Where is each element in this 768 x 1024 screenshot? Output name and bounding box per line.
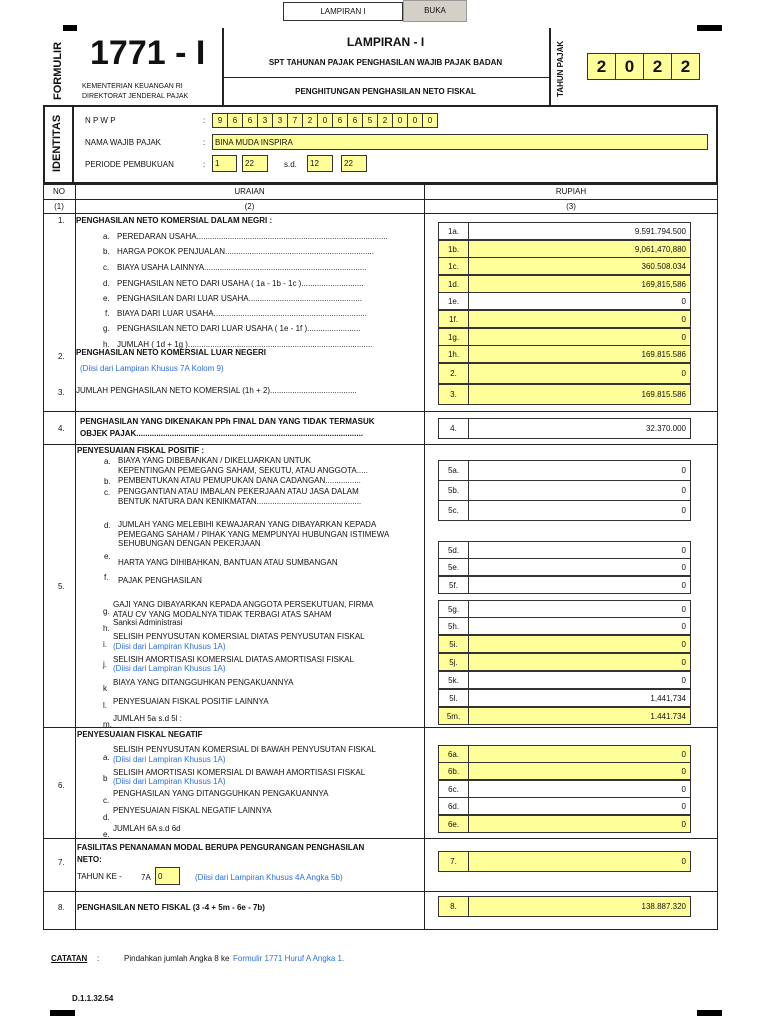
row-value[interactable]: 0 — [681, 857, 686, 866]
tahun-ke-input[interactable]: 0 — [155, 867, 180, 885]
year-digit: 2 — [643, 53, 672, 80]
row-value[interactable]: 0 — [681, 332, 686, 342]
periode-start-month-input[interactable]: 1 — [212, 155, 237, 172]
periode-start-year-input[interactable]: 22 — [242, 155, 268, 172]
value-row-3[interactable] — [438, 384, 691, 405]
value-row-6e[interactable] — [438, 815, 691, 833]
row-code: 6a. — [439, 746, 469, 762]
section-number: 6. — [58, 781, 65, 790]
value-row-1f[interactable] — [438, 310, 691, 328]
col-uraian-header: URAIAN — [234, 187, 265, 196]
item-letter: g. — [103, 607, 110, 616]
periode-end-month-input[interactable]: 12 — [307, 155, 333, 172]
value-row-5m[interactable] — [438, 707, 691, 725]
col-3: (3) — [566, 202, 576, 211]
npwp-label: N P W P — [85, 116, 116, 125]
row-value[interactable]: 1,441,734 — [650, 693, 686, 703]
row-value[interactable]: 0 — [681, 766, 686, 776]
row-code: 6c. — [439, 781, 469, 797]
item-letter: e. — [103, 830, 110, 839]
section-7-line2: NETO: — [77, 855, 102, 864]
row-code: 1d. — [439, 276, 469, 292]
item-label: PENGHASILAN DARI LUAR USAHA................................................... — [117, 294, 362, 303]
item-label: JUMLAH YANG MELEBIHI KEWAJARAN YANG DIBAYARKAN KEPADA — [118, 520, 377, 529]
value-row-6c[interactable] — [438, 780, 691, 798]
row-code: 1a. — [439, 223, 469, 239]
value-row-1e[interactable] — [438, 292, 691, 310]
item-letter: e. — [103, 294, 110, 303]
colon: : — [203, 116, 206, 125]
form-title: LAMPIRAN - I — [346, 35, 425, 49]
registration-mark — [697, 1010, 722, 1016]
item-letter: b. — [103, 247, 110, 256]
value-row-5a[interactable] — [438, 460, 691, 481]
section-1-title: PENGHASILAN NETO KOMERSIAL DALAM NEGRI : — [76, 216, 273, 225]
npwp-digit: 6 — [332, 113, 348, 128]
formulir-label: FORMULIR — [52, 41, 64, 100]
section-4-line1: PENGHASILAN YANG DIKENAKAN PPh FINAL DAN YANG TIDAK TERMASUK — [80, 417, 375, 426]
value-row-6a[interactable] — [438, 745, 691, 763]
value-row-5d[interactable] — [438, 541, 691, 559]
section-3-title: JUMLAH PENGHASILAN NETO KOMERSIAL (1h + 2)....................................... — [76, 386, 357, 395]
item-label: HARGA POKOK PENJUALAN................................................................... — [117, 247, 374, 256]
col-no-header: NO — [53, 187, 65, 196]
catatan-text: Pindahkan jumlah Angka 8 ke — [124, 954, 230, 963]
value-row-5c[interactable] — [438, 500, 691, 521]
value-row-1g[interactable] — [438, 328, 691, 346]
row-value[interactable]: 0 — [681, 562, 686, 572]
form-code: D.1.1.32.54 — [72, 994, 114, 1003]
item-note: (Diisi dari Lampiran Khusus 1A) — [113, 664, 226, 673]
value-row-1h[interactable] — [438, 345, 691, 363]
npwp-digit: 3 — [272, 113, 288, 128]
item-letter: d. — [103, 813, 110, 822]
row-code: 7. — [439, 852, 469, 871]
item-note: (Diisi dari Lampiran Khusus 1A) — [113, 755, 226, 764]
npwp-digit: 9 — [212, 113, 228, 128]
section-title: PENGHITUNGAN PENGHASILAN NETO FISKAL — [295, 87, 476, 96]
periode-label: PERIODE PEMBUKUAN — [85, 160, 174, 169]
item-label: JUMLAH ( 1d + 1g )................................................................................... — [117, 340, 373, 349]
section-number: 5. — [58, 582, 65, 591]
item-note: (Diisi dari Lampiran Khusus 1A) — [113, 642, 226, 651]
value-row-7[interactable] — [438, 851, 691, 872]
row-value[interactable]: 169,815,586 — [641, 279, 686, 289]
value-row-6d[interactable] — [438, 797, 691, 815]
row-code: 5d. — [439, 542, 469, 558]
value-row-6b[interactable] — [438, 762, 691, 780]
npwp-field[interactable] — [212, 113, 437, 128]
value-row-5j[interactable] — [438, 653, 691, 671]
value-row-5e[interactable] — [438, 558, 691, 576]
item-label: BIAYA DARI LUAR USAHA..................................................................... — [117, 309, 367, 318]
row-value[interactable]: 0 — [681, 296, 686, 306]
item-label: BIAYA YANG DITANGGUHKAN PENGAKUANNYA — [113, 678, 294, 687]
row-value[interactable]: 0 — [681, 675, 686, 685]
row-code: 8. — [439, 897, 469, 916]
buka-button[interactable]: BUKA — [403, 0, 467, 22]
item-letter: b. — [104, 477, 111, 486]
value-row-5g[interactable] — [438, 600, 691, 618]
row-code: 6b. — [439, 763, 469, 779]
item-label: SELISIH AMORTISASI KOMERSIAL DIATAS AMORTISASI FISKAL — [113, 655, 354, 664]
tahun-ke-code: 7A — [141, 873, 151, 882]
item-label: KEPENTINGAN PEMEGANG SAHAM, SEKUTU, ATAU ANGGOTA..... — [118, 466, 368, 475]
row-code: 1b. — [439, 241, 469, 257]
row-value[interactable]: 32.370.000 — [645, 424, 686, 433]
row-code: 5c. — [439, 501, 469, 520]
item-label: JUMLAH 6A s.d 6d — [113, 824, 181, 833]
item-label: BIAYA YANG DIBEBANKAN / DIKELUARKAN UNTUK — [118, 456, 311, 465]
tahun-pajak-label: TAHUN PAJAK — [556, 40, 565, 97]
periode-end-year-input[interactable]: 22 — [341, 155, 367, 172]
row-code: 5f. — [439, 577, 469, 593]
npwp-digit: 2 — [377, 113, 393, 128]
row-value[interactable]: 0 — [681, 506, 686, 515]
ministry-line1: KEMENTERIAN KEUANGAN RI — [82, 83, 183, 90]
item-letter: e. — [104, 552, 111, 561]
section-5-title: PENYESUAIAN FISKAL POSITIF : — [77, 446, 204, 455]
item-letter: a. — [103, 753, 110, 762]
nama-wajib-pajak-input[interactable]: BINA MUDA INSPIRA — [212, 134, 708, 150]
npwp-digit: 0 — [407, 113, 423, 128]
row-code: 1c. — [439, 258, 469, 274]
row-value[interactable]: 0 — [681, 784, 686, 794]
item-letter: c. — [104, 488, 111, 497]
item-label: GAJI YANG DIBAYARKAN KEPADA ANGGOTA PERSEKUTUAN, FIRMA — [113, 600, 374, 609]
row-code: 1e. — [439, 293, 469, 309]
section-number: 3. — [58, 388, 65, 397]
item-label: Sanksi Administrasi — [113, 618, 183, 627]
item-letter: k — [103, 684, 107, 693]
year-digit: 0 — [615, 53, 644, 80]
section-7-note: (Diisi dari Lampiran Khusus 4A Angka 5b) — [195, 873, 343, 882]
row-value[interactable]: 0 — [681, 621, 686, 631]
row-code: 5g. — [439, 601, 469, 617]
registration-mark — [50, 1010, 75, 1016]
row-value[interactable]: 1.441.734 — [650, 711, 686, 721]
row-value[interactable]: 0 — [681, 486, 686, 495]
year-digit: 2 — [671, 53, 700, 80]
npwp-digit: 3 — [257, 113, 273, 128]
section-number: 2. — [58, 352, 65, 361]
item-label: PAJAK PENGHASILAN — [118, 576, 202, 585]
item-label: PENGGANTIAN ATAU IMBALAN PEKERJAAN ATAU JASA DALAM — [118, 487, 359, 496]
row-code: 3. — [439, 385, 469, 404]
npwp-digit: 2 — [302, 113, 318, 128]
item-label: BIAYA USAHA LAINNYA......................................................................... — [117, 263, 367, 272]
row-value[interactable]: 0 — [681, 639, 686, 649]
year-digit: 2 — [587, 53, 616, 80]
item-label: PENYESUAIAN FISKAL NEGATIF LAINNYA — [113, 806, 272, 815]
value-row-1b[interactable] — [438, 240, 691, 258]
item-label: PEMEGANG SAHAM / PIHAK YANG MEMPUNYAI HUBUNGAN ISTIMEWA — [118, 530, 390, 539]
colon: : — [203, 138, 206, 147]
row-value[interactable]: 0 — [681, 749, 686, 759]
item-label: SELISIH AMORTISASI KOMERSIAL DI BAWAH AMORTISASI FISKAL — [113, 768, 366, 777]
row-code: 5i. — [439, 636, 469, 652]
row-code: 5a. — [439, 461, 469, 480]
row-code: 5b. — [439, 481, 469, 500]
item-label: PENGHASILAN NETO DARI LUAR USAHA ( 1e - 1f )........................ — [117, 324, 361, 333]
item-letter: f. — [105, 309, 110, 318]
item-letter: c. — [103, 796, 110, 805]
item-letter: b — [103, 774, 108, 783]
npwp-digit: 7 — [287, 113, 303, 128]
item-letter: f. — [104, 573, 109, 582]
row-code: 2. — [439, 364, 469, 383]
item-letter: g. — [103, 324, 110, 333]
row-code: 4. — [439, 419, 469, 438]
value-row-8[interactable] — [438, 896, 691, 917]
section-2-note: (Diisi dari Lampiran Khusus 7A Kolom 9) — [80, 364, 224, 373]
row-code: 6e. — [439, 816, 469, 832]
item-note: (Diisi dari Lampiran Khusus 1A) — [113, 777, 226, 786]
row-code: 1f. — [439, 311, 469, 327]
item-letter: j. — [103, 660, 107, 669]
lampiran-field[interactable]: LAMPIRAN I — [283, 2, 403, 21]
npwp-digit: 0 — [422, 113, 438, 128]
npwp-digit: 5 — [362, 113, 378, 128]
nama-label: NAMA WAJIB PAJAK — [85, 138, 162, 147]
colon: : — [203, 160, 206, 169]
row-value[interactable]: 0 — [681, 819, 686, 829]
row-code: 6d. — [439, 798, 469, 814]
registration-mark — [697, 25, 722, 31]
tahun-ke-label: TAHUN KE - — [77, 872, 122, 881]
section-number: 1. — [58, 216, 65, 225]
catatan-colon: : — [97, 954, 100, 963]
item-label: HARTA YANG DIHIBAHKAN, BANTUAN ATAU SUMBANGAN — [118, 558, 338, 567]
item-letter: h. — [103, 624, 110, 633]
section-number: 7. — [58, 858, 65, 867]
col-rupiah-header: RUPIAH — [555, 187, 587, 196]
row-code: 5e. — [439, 559, 469, 575]
section-2-title: PENGHASILAN NETO KOMERSIAL LUAR NEGERI — [76, 348, 266, 357]
value-row-4[interactable] — [438, 418, 691, 439]
item-letter: i. — [103, 640, 107, 649]
item-label: SEHUBUNGAN DENGAN PEKERJAAN — [118, 539, 261, 548]
row-value[interactable]: 0 — [681, 369, 686, 378]
item-label: ATAU CV YANG MODALNYA TIDAK TERBAGI ATAS SAHAM — [113, 610, 332, 619]
item-label: JUMLAH 5a s.d 5l : — [113, 714, 182, 723]
row-value[interactable]: 0 — [681, 314, 686, 324]
item-letter: d. — [104, 521, 111, 530]
tahun-pajak-field[interactable] — [587, 53, 699, 80]
value-row-5f[interactable] — [438, 576, 691, 594]
row-value[interactable]: 0 — [681, 657, 686, 667]
npwp-digit: 6 — [227, 113, 243, 128]
ministry-line2: DIREKTORAT JENDERAL PAJAK — [82, 93, 189, 100]
item-label: PEREDARAN USAHA...................................................................................... — [117, 232, 388, 241]
row-code: 5k. — [439, 672, 469, 688]
npwp-digit: 0 — [317, 113, 333, 128]
registration-mark — [63, 25, 77, 31]
item-label: SELISIH PENYUSUTAN KOMERSIAL DIATAS PENYUSUTAN FISKAL — [113, 632, 365, 641]
row-code: 1h. — [439, 346, 469, 362]
npwp-digit: 6 — [347, 113, 363, 128]
value-row-5h[interactable] — [438, 617, 691, 635]
form-subtitle: SPT TAHUNAN PAJAK PENGHASILAN WAJIB PAJAK BADAN — [268, 58, 503, 67]
catatan-link[interactable]: Formulir 1771 Huruf A Angka 1. — [233, 954, 345, 963]
item-letter: l. — [103, 701, 107, 710]
form-number: 1771 - I — [90, 34, 206, 72]
item-letter: d. — [103, 279, 110, 288]
section-8-title: PENGHASILAN NETO FISKAL (3 -4 + 5m - 6e - 7b) — [77, 903, 265, 912]
item-label: PENGHASILAN NETO DARI USAHA ( 1a - 1b - 1c )............................ — [117, 279, 364, 288]
row-value[interactable]: 9,061,470,880 — [634, 244, 686, 254]
row-value[interactable]: 0 — [681, 580, 686, 590]
item-label: PEMBENTUKAN ATAU PEMUPUKAN DANA CADANGAN................ — [118, 476, 361, 485]
row-value[interactable]: 169.815.586 — [641, 390, 686, 399]
value-row-1c[interactable] — [438, 257, 691, 275]
row-code: 5j. — [439, 654, 469, 670]
value-row-5l[interactable] — [438, 689, 691, 707]
item-letter: a. — [104, 457, 111, 466]
row-code: 5h. — [439, 618, 469, 634]
section-number: 8. — [58, 903, 65, 912]
value-row-5k[interactable] — [438, 671, 691, 689]
row-value[interactable]: 360.508.034 — [641, 261, 686, 271]
item-label: PENGHASILAN YANG DITANGGUHKAN PENGAKUANNYA — [113, 789, 329, 798]
row-value[interactable]: 138.887.320 — [641, 902, 686, 911]
npwp-digit: 0 — [392, 113, 408, 128]
item-letter: a. — [103, 232, 110, 241]
sd-label: s.d. — [284, 160, 297, 169]
row-value[interactable]: 0 — [681, 545, 686, 555]
item-label: SELISIH PENYUSUTAN KOMERSIAL DI BAWAH PENYUSUTAN FISKAL — [113, 745, 376, 754]
value-row-1a[interactable] — [438, 222, 691, 240]
col-1: (1) — [54, 202, 64, 211]
row-value[interactable]: 9.591.794.500 — [634, 226, 686, 236]
section-7-line1: FASILITAS PENANAMAN MODAL BERUPA PENGURANGAN PENGHASILAN — [77, 843, 365, 852]
row-code: 5m. — [439, 708, 469, 724]
value-row-1d[interactable] — [438, 275, 691, 293]
value-row-5b[interactable] — [438, 480, 691, 501]
item-label: PENYESUAIAN FISKAL POSITIF LAINNYA — [113, 697, 269, 706]
value-row-2[interactable] — [438, 363, 691, 384]
npwp-digit: 6 — [242, 113, 258, 128]
item-letter: c. — [103, 263, 110, 272]
section-4-line2: OBJEK PAJAK...................................................................................................... — [80, 429, 364, 438]
catatan-label: CATATAN — [51, 954, 88, 963]
row-value[interactable]: 169.815.586 — [641, 349, 686, 359]
row-value[interactable]: 0 — [681, 801, 686, 811]
identitas-label: IDENTITAS — [51, 114, 63, 172]
row-code: 5l. — [439, 690, 469, 706]
row-value[interactable]: 0 — [681, 466, 686, 475]
row-value[interactable]: 0 — [681, 604, 686, 614]
item-letter: m. — [103, 720, 112, 729]
row-code: 1g. — [439, 329, 469, 345]
section-6-title: PENYESUAIAN FISKAL NEGATIF — [77, 730, 203, 739]
item-label: BENTUK NATURA DAN KENIKMATAN............................................... — [118, 497, 362, 506]
value-row-5i[interactable] — [438, 635, 691, 653]
col-2: (2) — [244, 202, 255, 211]
item-letter: h. — [103, 340, 110, 349]
section-number: 4. — [58, 424, 65, 433]
